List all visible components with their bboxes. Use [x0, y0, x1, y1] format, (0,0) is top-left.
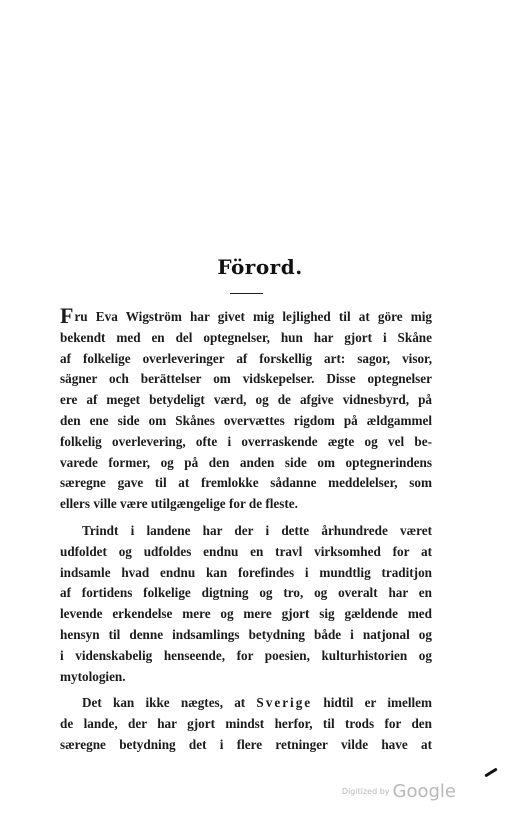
text-line: hensyn til denne indsamlings betydning både i natjonal og [60, 626, 432, 642]
text-line: i videnskabelig henseende, for poesien, kulturhistorien og [60, 647, 432, 663]
text-line: af fortidens folkelige digtning og tro, og overalt har en [60, 585, 432, 601]
text-line: ellers ville være utilgængelige for de fleste. [60, 496, 298, 512]
preface-text [60, 303, 432, 756]
text-line: særegne betydning det i flere retninger vilde have at [60, 736, 432, 752]
drop-cap: F [60, 303, 74, 328]
emphasized-word: Sverige [256, 695, 313, 711]
text-line: mytologien. [60, 668, 126, 684]
text-line: udfoldet og udfoldes endnu en travl virksomhed for at [60, 543, 432, 559]
text-line: bekendt med en del optegnelser, hun har gjort i Skåne [60, 329, 432, 345]
text-line: Trindt i landene har der i dette århundrede været [82, 522, 432, 538]
text-line: sägner och berättelser om vidskepelser. Disse optegnelser [60, 371, 432, 387]
digitized-watermark [342, 781, 456, 802]
text-line: Fru Eva Wigström har givet mig lejlighed til at göre mig [60, 303, 432, 328]
text-line: folkelig overlevering, ofte i overraskende ægte og vel be- [60, 433, 432, 449]
title-divider [230, 293, 263, 294]
watermark-prefix: Digitized by [341, 787, 390, 796]
text-line: den ene side om Skånes overvættes rigdom på ældgammel [60, 412, 432, 428]
text-line: af folkelige overleveringer af forskellig art: sagor, visor, [60, 350, 432, 366]
text-line: varede former, og på den anden side om optegnerindens [60, 454, 432, 470]
text-line: de lande, der har gjort mindst herfor, til trods for den [60, 716, 432, 732]
google-logo: Google [392, 781, 456, 802]
text-line: indsamle hvad endnu kan forefindes i mundtlig traditjon [60, 564, 432, 580]
text-line: ere af meget betydeligt værd, og de afgive vidnesbyrd, på [60, 392, 432, 408]
text-line: særegne gave til at fremlokke sådanne meddelelser, som [60, 475, 432, 491]
ink-mark [484, 768, 497, 778]
text-line: Det kan ikke nægtes, at Sverige hidtil er imellem [82, 695, 432, 711]
text-line: levende erkendelse mere og mere gjort sig gældende med [60, 606, 432, 622]
page-title: Förord. [217, 255, 303, 279]
